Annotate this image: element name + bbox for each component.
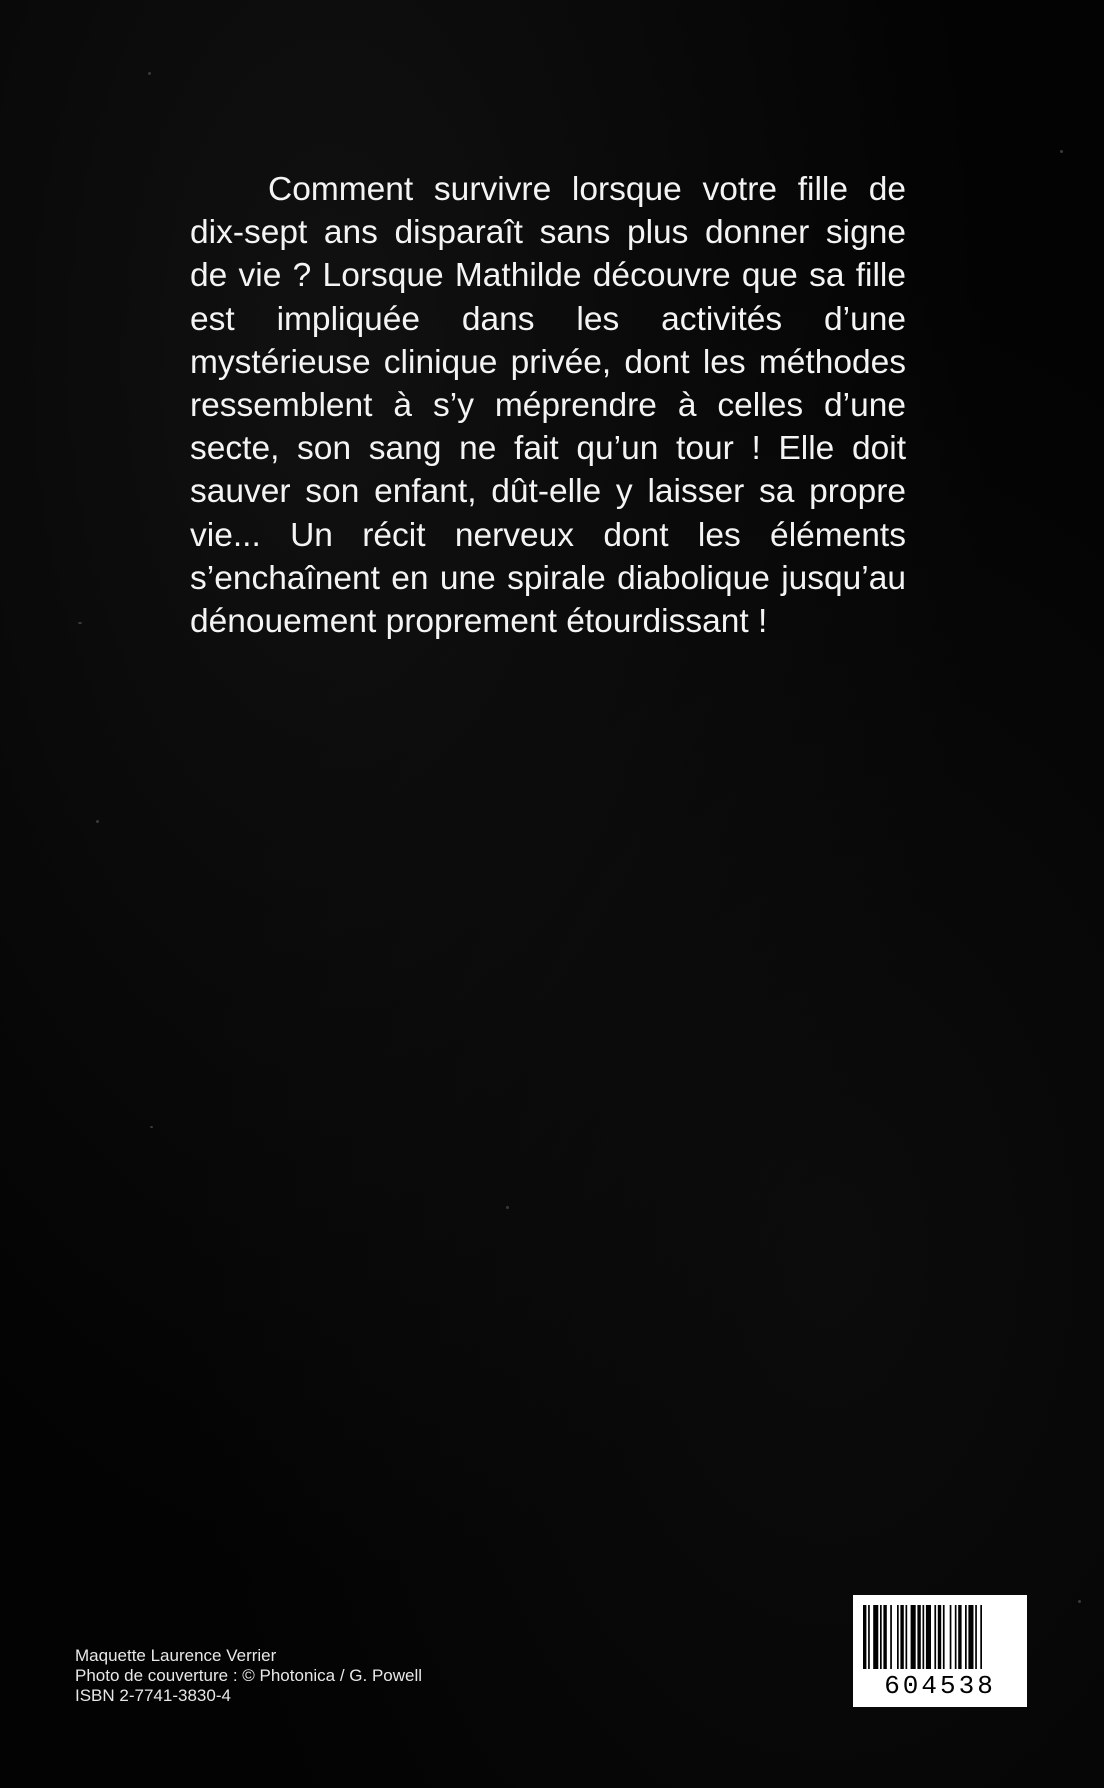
isbn: ISBN 2-7741-3830-4: [75, 1686, 231, 1705]
barcode-bar: [934, 1605, 936, 1669]
barcode-bar: [863, 1605, 866, 1669]
back-cover-blurb: Comment survivre lorsque votre fille de dix-sept ans disparaît sans plus donner signe de vie ? Lorsque Mathilde découvre que sa fille est impliquée dans les activités d’une mystérieuse clinique privée, dont les méthodes ressemblent à s’y méprendre à celles d’une secte, son sang ne fait qu’un tour ! Elle doit sauver son enfant, dût-elle y laisser sa propre vie... Un récit nerveux dont les éléments s’enchaînent en une spirale diabolique jusqu’au dénouement proprement étourdissant !: [190, 171, 906, 641]
barcode-bar: [868, 1605, 870, 1669]
dust-speck: [96, 820, 99, 823]
dust-speck: [1060, 150, 1063, 153]
barcode-bar: [965, 1605, 967, 1669]
barcode-bar: [880, 1605, 882, 1669]
dust-speck: [148, 72, 151, 75]
barcode-bar: [900, 1605, 903, 1669]
barcode-bar: [958, 1605, 961, 1669]
barcode-bar: [938, 1605, 941, 1669]
barcode-number: 604538: [884, 1671, 996, 1701]
barcode-bar: [890, 1605, 892, 1669]
dust-speck: [1078, 1600, 1081, 1603]
barcode-bar: [968, 1605, 973, 1669]
barcode-bar: [950, 1605, 952, 1669]
barcode-bar: [883, 1605, 886, 1669]
barcode-bar: [897, 1605, 899, 1669]
barcode-bar: [955, 1605, 957, 1669]
photo-credit: Photo de couverture : © Photonica / G. Powell: [75, 1666, 423, 1685]
barcode-bar: [980, 1605, 982, 1669]
credits-block: [75, 1646, 422, 1706]
layout-credit: Maquette Laurence Verrier: [75, 1646, 277, 1665]
dust-speck: [150, 1126, 153, 1128]
barcode-bar: [873, 1605, 878, 1669]
barcode-bar: [975, 1605, 977, 1669]
barcode-bar: [943, 1605, 945, 1669]
barcode: [853, 1595, 1027, 1707]
barcode-bar: [911, 1605, 916, 1669]
barcode-bar: [906, 1605, 908, 1669]
barcode-bars: [863, 1605, 1017, 1669]
dust-speck: [78, 622, 82, 624]
barcode-bar: [926, 1605, 931, 1669]
barcode-bar: [923, 1605, 925, 1669]
dust-speck: [506, 1206, 509, 1209]
barcode-bar: [917, 1605, 920, 1669]
